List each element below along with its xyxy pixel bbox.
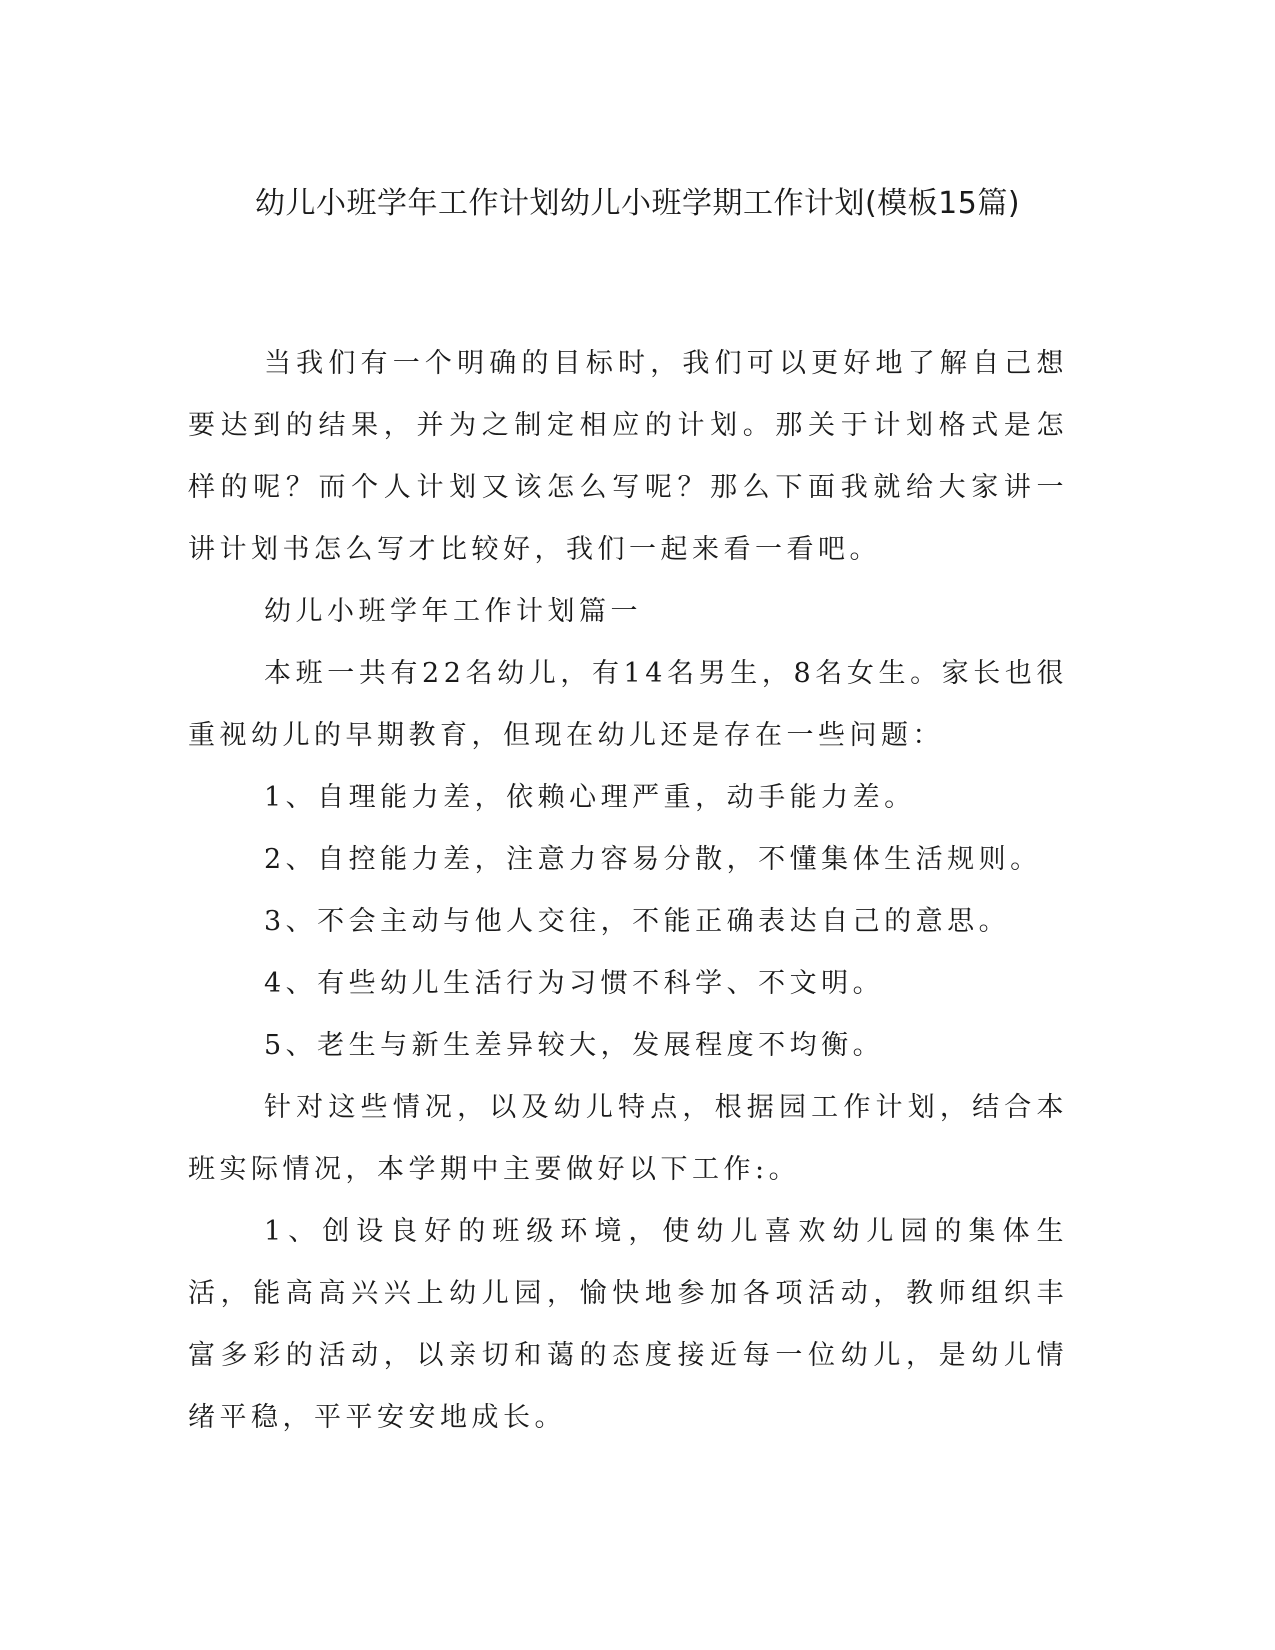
problem-item-1: 1、自理能力差，依赖心理严重，动手能力差。 xyxy=(264,782,916,813)
problem-item-2: 2、自控能力差，注意力容易分散，不懂集体生活规则。 xyxy=(264,844,1042,875)
section-heading: 幼儿小班学年工作计划篇一 xyxy=(264,596,642,627)
problem-item-5: 5、老生与新生差异较大，发展程度不均衡。 xyxy=(264,1030,885,1061)
plan-item-1: 1、创设良好的班级环境，使幼儿喜欢幼儿园的集体生活，能高高兴兴上幼儿园，愉快地参加各项活动，教师组织丰富多彩的活动，以亲切和蔼的态度接近每一位幼儿，是幼儿情绪平稳，平平安安地成长。 xyxy=(188,1216,1068,1433)
problem-item-4: 4、有些幼儿生活行为习惯不科学、不文明。 xyxy=(264,968,885,999)
document-body xyxy=(188,333,1068,1449)
class-overview-paragraph: 本班一共有22名幼儿，有14名男生，8名女生。家长也很重视幼儿的早期教育，但现在幼儿还是存在一些问题： xyxy=(188,658,1068,751)
document-title: 幼儿小班学年工作计划幼儿小班学期工作计划(模板15篇) xyxy=(254,186,1021,221)
plan-intro-paragraph: 针对这些情况，以及幼儿特点，根据园工作计划，结合本班实际情况，本学期中主要做好以下工作:。 xyxy=(188,1092,1068,1185)
problem-item-3: 3、不会主动与他人交往，不能正确表达自己的意思。 xyxy=(264,906,1011,937)
intro-paragraph: 当我们有一个明确的目标时，我们可以更好地了解自己想要达到的结果，并为之制定相应的计划。那关于计划格式是怎样的呢？而个人计划又该怎么写呢？那么下面我就给大家讲一讲计划书怎么写才比较好，我们一起来看一看吧。 xyxy=(188,348,1068,565)
